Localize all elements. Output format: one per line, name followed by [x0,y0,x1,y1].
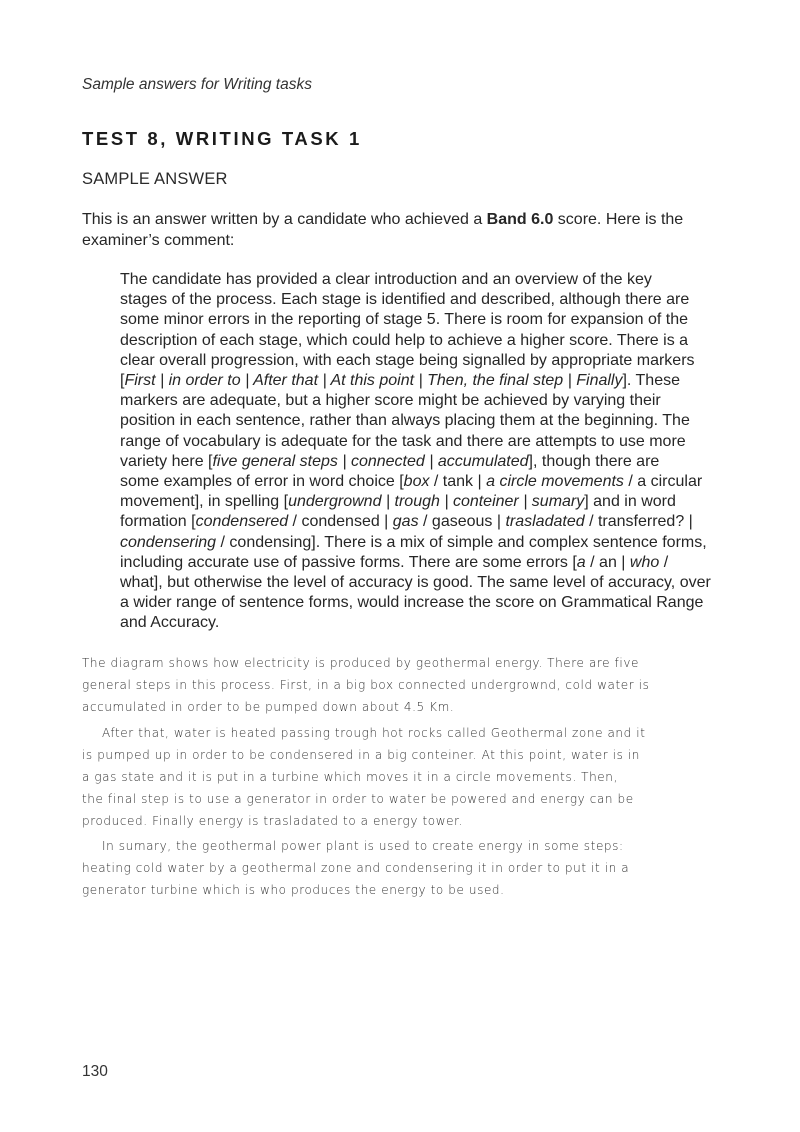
answer-line: accumulated in order to be pumped down about 4.5 Km. [82,700,455,714]
answer-line: heating cold water by a geothermal zone and condensering it in order to put it in a [82,861,630,875]
comment-line: stages of the process. Each stage is identified and described, although there are [120,291,690,309]
comment-line: markers are adequate, but a higher score might be achieved by varying their [120,392,661,410]
answer-paragraph-1 [82,652,762,718]
comment-text: / condensing]. There is a mix of simple and complex sentence forms, [216,533,707,551]
comment-line [120,492,760,512]
running-header: Sample answers for Writing tasks [82,76,312,93]
comment-line [120,452,760,472]
comment-line: position in each sentence, rather than always placing them at the beginning. The [120,412,690,430]
comment-line [120,553,760,573]
intro-text: This is an answer written by a candidate who achieved a [82,211,487,228]
answer-line: is pumped up in order to be condensered in a big conteiner. At this point, water is in [82,748,641,762]
intro-text: score. Here is the [553,211,684,228]
error-example: condensering [120,533,217,551]
comment-text: / condensed | [288,513,393,531]
answer-paragraph-2 [82,722,762,832]
answer-line: general steps in this process. First, in a big box connected undergrownd, cold water is [82,678,650,692]
error-example: box [403,473,430,491]
intro-line-1 [82,210,742,231]
answer-line: a gas state and it is put in a turbine which moves it in a circle movements. Then, [82,770,618,784]
answer-line: In sumary, the geothermal power plant is used to create energy in some steps: [102,839,624,853]
answer-line: After that, water is heated passing trough hot rocks called Geothermal zone and it [102,726,646,740]
comment-line: range of vocabulary is adequate for the task and there are attempts to use more [120,432,686,450]
comment-text: some examples of error in word choice [ [120,473,404,491]
spelling-examples: undergrownd | trough | conteiner | sumary [288,493,585,511]
comment-line [120,512,760,532]
comment-text: / tank | [429,473,487,491]
error-example: a [576,553,586,571]
comment-line: description of each stage, which could help to achieve a higher score. There is a [120,331,689,349]
comment-text: / gaseous | [418,513,506,531]
markers-list: First | in order to | After that | At this point | Then, the final step | Finally [124,372,623,390]
comment-line: a wider range of sentence forms, would increase the score on Grammatical Range [120,594,704,612]
page-title: TEST 8, WRITING TASK 1 [82,128,362,149]
comment-text: movement], in spelling [ [120,493,289,511]
comment-line: clear overall progression, with each stage being signalled by appropriate markers [120,351,695,369]
comment-text: / an | [585,553,630,571]
comment-text: ], though there are [528,452,660,470]
comment-text: ]. These [622,372,680,390]
comment-line [120,472,760,492]
comment-text: including accurate use of passive forms. There are some errors [ [120,553,577,571]
page-number: 130 [82,1063,108,1080]
comment-text: variety here [ [120,452,213,470]
comment-line: The candidate has provided a clear introduction and an overview of the key [120,271,652,288]
answer-paragraph-3 [82,835,762,901]
vocab-examples: five general steps | connected | accumulated [212,452,529,470]
error-example: gas [392,513,419,531]
error-example: a circle movements [486,473,624,491]
comment-line [120,371,760,391]
answer-line: The diagram shows how electricity is produced by geothermal energy. There are five [82,656,640,670]
comment-line: some minor errors in the reporting of stage 5. There is room for expansion of the [120,311,688,329]
comment-line [120,533,760,553]
band-score: Band 6.0 [486,211,554,228]
comment-text: / [659,553,669,571]
intro-line-2: examiner’s comment: [82,231,235,249]
answer-line: produced. Finally energy is trasladated to a energy tower. [82,814,463,828]
error-example: trasladated [505,513,585,531]
section-subtitle: SAMPLE ANSWER [82,170,228,188]
answer-line: generator turbine which is who produces the energy to be used. [82,883,505,897]
error-example: condensered [195,513,289,531]
comment-text: ] and in word [584,493,676,511]
comment-text: formation [ [120,513,196,531]
answer-line: the final step is to use a generator in order to water be powered and energy can be [82,792,634,806]
comment-text: / transferred? | [584,513,693,531]
examiner-comment [120,270,760,634]
comment-text: / a circular [623,473,703,491]
comment-line: what], but otherwise the level of accuracy is good. The same level of accuracy, over [120,574,711,592]
comment-line: and Accuracy. [120,614,220,632]
error-example: who [629,553,660,571]
bracket: [ [120,372,125,390]
intro-paragraph [82,210,742,251]
